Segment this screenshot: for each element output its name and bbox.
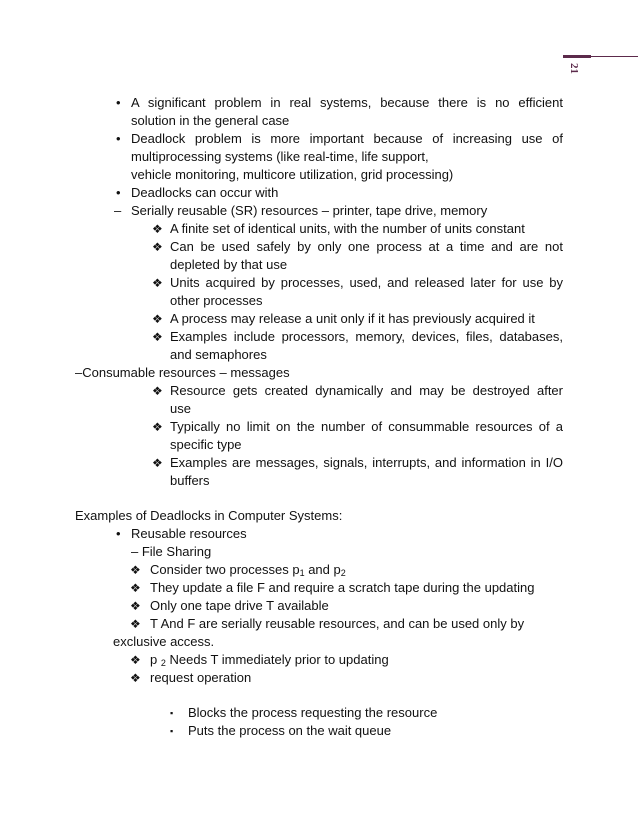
text-line: Can be used safely by only one process at a time and are not (170, 239, 563, 254)
text-line: Consider two processes $p_1$ and $p_2$ (150, 562, 346, 578)
page-number-rule (563, 56, 638, 57)
text-line: A process may release a unit only if it has previously acquired it (170, 311, 535, 326)
text-line: A finite set of identical units, with the number of units constant (170, 221, 525, 236)
page-number: 21 (568, 62, 580, 74)
text-line: Puts the process on the wait queue (188, 723, 392, 738)
text-line: vehicle monitoring, multicore utilization, grid processing) (131, 167, 454, 182)
diamond-icon: ❖ (152, 420, 163, 434)
text-line: request operation (150, 670, 252, 685)
text-line: Reusable resources (131, 526, 247, 541)
text-line: other processes (170, 293, 263, 308)
subscript: 1 (299, 568, 305, 578)
diamond-icon: ❖ (130, 581, 141, 595)
bullet-icon: • (116, 185, 121, 200)
bullet-icon: • (116, 526, 121, 541)
bullet-icon: • (116, 131, 121, 146)
text-line: Examples include processors, memory, devices, files, databases, (170, 329, 563, 344)
diamond-icon: ❖ (152, 456, 163, 470)
section-heading: Examples of Deadlocks in Computer Systems: (75, 508, 343, 523)
text-line: Units acquired by processes, used, and released later for use by (170, 275, 563, 290)
diamond-icon: ❖ (130, 563, 141, 577)
text-line: Blocks the process requesting the resource (188, 705, 438, 720)
text-line: Typically no limit on the number of consummable resources of a (170, 419, 563, 434)
subscript: 2 (160, 658, 166, 668)
square-bullet-icon: ▪ (170, 708, 174, 718)
text-line: Serially reusable (SR) resources – printer, tape drive, memory (131, 203, 488, 218)
text-line: –Consumable resources – messages (75, 365, 290, 380)
text-line: T And F are serially reusable resources, and can be used only by (150, 616, 525, 631)
text-line: depleted by that use (170, 257, 288, 272)
text-line: buffers (170, 473, 210, 488)
text-line: multiprocessing systems (like real-time, life support, (131, 149, 429, 164)
text-line: Deadlock problem is more important because of increasing use of (131, 131, 563, 146)
text-line: Resource gets created dynamically and may be destroyed after (170, 383, 563, 398)
subscript: 2 (340, 568, 346, 578)
diamond-icon: ❖ (152, 240, 163, 254)
diamond-icon: ❖ (152, 330, 163, 344)
text-line: Examples are messages, signals, interrupts, and information in I/O (170, 455, 563, 470)
text-line: They update a file F and require a scratch tape during the updating (150, 580, 535, 595)
dash-icon: – (114, 203, 122, 218)
diamond-icon: ❖ (130, 599, 141, 613)
text-line: use (170, 401, 191, 416)
diamond-icon: ❖ (130, 617, 141, 631)
text-line: solution in the general case (131, 113, 290, 128)
text-line: exclusive access. (113, 634, 215, 649)
diamond-icon: ❖ (152, 276, 163, 290)
diamond-icon: ❖ (130, 653, 141, 667)
text-line: specific type (170, 437, 242, 452)
square-bullet-icon: ▪ (170, 726, 174, 736)
text-line: and semaphores (170, 347, 267, 362)
diamond-icon: ❖ (152, 312, 163, 326)
text-line: – File Sharing (131, 544, 212, 559)
text-line: p $_2$ Needs T immediately prior to updating (150, 652, 389, 668)
text-line: A significant problem in real systems, because there is no efficient (131, 95, 563, 110)
diamond-icon: ❖ (152, 222, 163, 236)
diamond-icon: ❖ (130, 671, 141, 685)
bullet-icon: • (116, 95, 121, 110)
text-line: Deadlocks can occur with (131, 185, 279, 200)
text-line: Only one tape drive T available (150, 598, 329, 613)
diamond-icon: ❖ (152, 384, 163, 398)
